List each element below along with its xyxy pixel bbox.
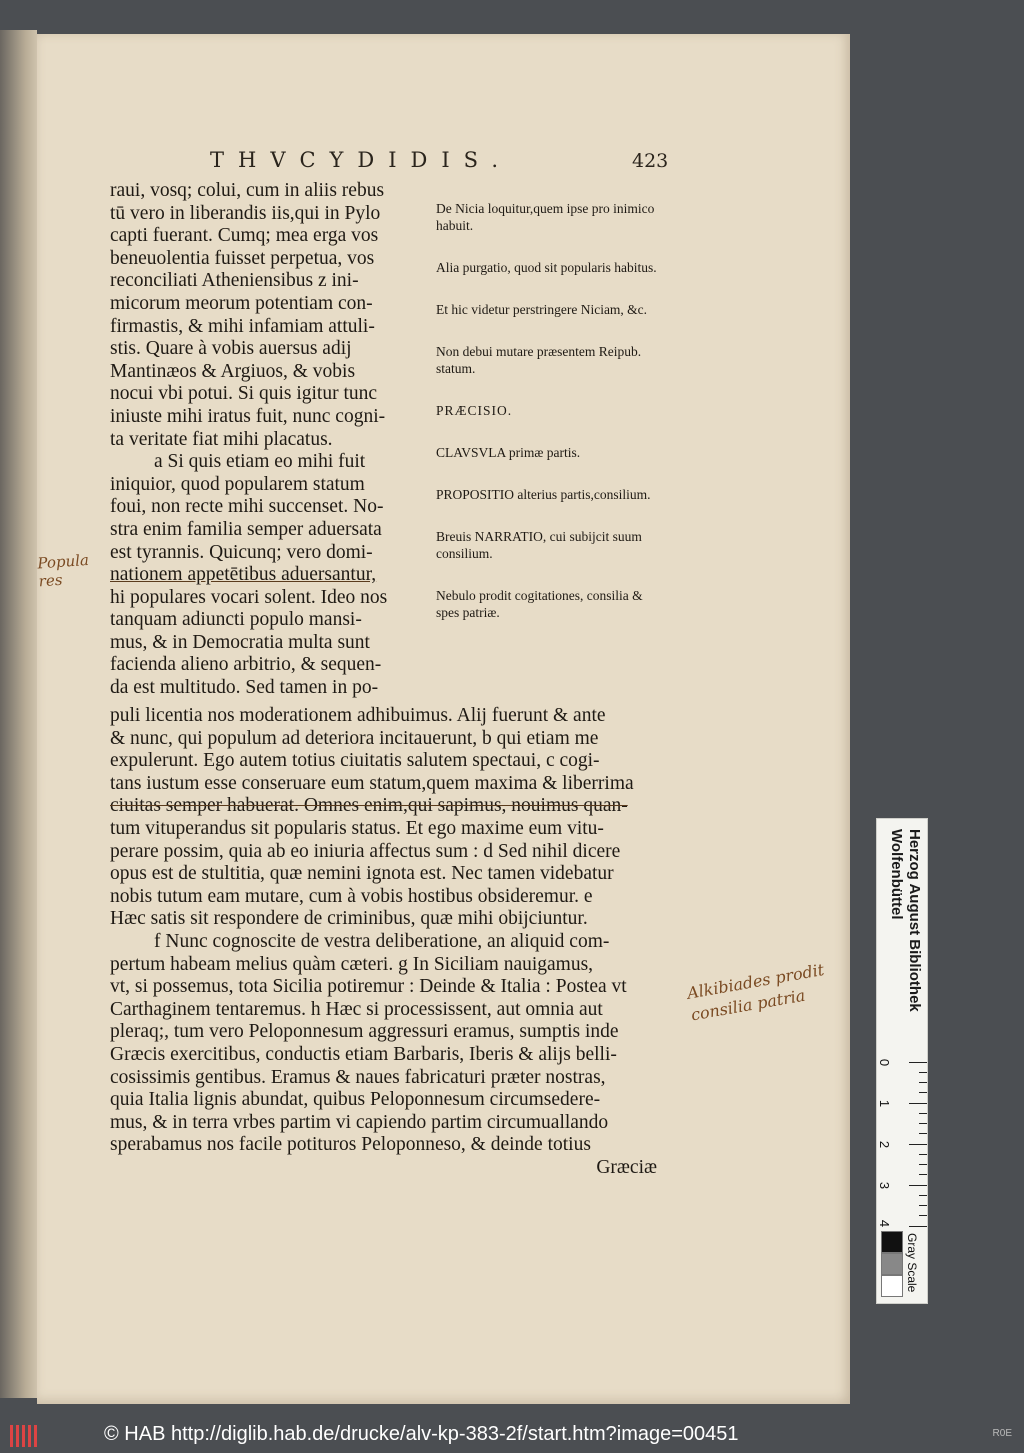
margin-note xyxy=(436,259,661,276)
margin-note-text: PROPOSITIO alterius partis,consilium. xyxy=(436,487,651,502)
margin-note-text: Alia purgatio, quod sit popularis habitus. xyxy=(436,260,657,275)
main-text-column xyxy=(110,180,410,700)
text-line: mus, & in terra vrbes partim vi capiendo partim circumuallando xyxy=(110,1111,609,1133)
text-line: est tyrannis. Quicunq; vero domi- xyxy=(110,541,373,563)
ruler-number: 4 xyxy=(877,1219,893,1228)
text-line: Hæc satis sit respondere de criminibus, quæ mihi obijciuntur. xyxy=(110,908,588,930)
text-line: Græcis exercitibus, conductis etiam Barbaris, Iberis & alijs belli- xyxy=(110,1043,617,1065)
gray-scale-label: Gray Scale xyxy=(905,1233,919,1293)
gray-scale-swatches xyxy=(881,1231,903,1297)
text-line: opus est de stultitia, quæ nemini ignota est. Nec tamen videbatur xyxy=(110,863,614,885)
text-line: Carthaginem tentaremus. h Hæc si processissent, aut omnia aut xyxy=(110,998,603,1020)
margin-note-text: PRÆCISIO. xyxy=(436,403,513,418)
text-line: capti fuerant. Cumq; mea erga vos xyxy=(110,225,379,247)
margin-note xyxy=(436,587,661,621)
footer-bar xyxy=(0,1418,1024,1453)
margin-notes xyxy=(436,200,661,646)
margin-note-text: Nebulo prodit cogitationes, consilia & spes patriæ. xyxy=(436,588,643,620)
catchword: Græciæ xyxy=(596,1156,657,1178)
ruler-number: 2 xyxy=(877,1140,893,1149)
text-line: beneuolentia fuisset perpetua, vos xyxy=(110,247,375,269)
running-title: THVCYDIDIS. xyxy=(210,148,512,172)
text-line: tū vero in liberandis iis,qui in Pylo xyxy=(110,202,381,224)
text-line: ta veritate fiat mihi placatus. xyxy=(110,428,333,450)
margin-note xyxy=(436,528,661,562)
text-line: f Nunc cognoscite de vestra deliberatione, an aliquid com- xyxy=(154,930,610,952)
text-line: perare possim, quia ab eo iniuria affectus sum : d Sed nihil dicere xyxy=(110,840,621,862)
page-number: 423 xyxy=(632,150,669,172)
text-line: hi populares vocari solent. Ideo nos xyxy=(110,586,388,608)
margin-note-text: Et hic videtur perstringere Niciam, &c. xyxy=(436,302,648,317)
text-line: nocui vbi potui. Si quis igitur tunc xyxy=(110,383,378,405)
margin-note xyxy=(436,486,661,503)
text-line: iniuste mihi iratus fuit, nunc cogni- xyxy=(110,405,386,427)
text-line: raui, vosq; colui, cum in aliis rebus xyxy=(110,180,385,201)
text-line: nobis tutum eam mutare, cum à vobis hostibus obsideremur. e xyxy=(110,885,593,907)
text-line: reconciliati Atheniensibus z ini- xyxy=(110,270,359,292)
ruler-number: 0 xyxy=(877,1058,893,1067)
text-line: expulerunt. Ego autem totius ciuitatis salutem spectaui, c cogi- xyxy=(110,750,600,772)
text-line: da est multitudo. Sed tamen in po- xyxy=(110,677,379,699)
text-line: iniquior, quod popularem statum xyxy=(110,473,365,495)
library-name: Herzog August Bibliothek Wolfenbüttel xyxy=(888,829,923,1012)
ruler-ticks xyxy=(901,1062,927,1227)
scale-ruler xyxy=(876,818,928,1304)
margin-note xyxy=(436,301,661,318)
text-line: pertum habeam melius quàm cæteri. g In Siciliam nauigamus, xyxy=(110,953,594,975)
margin-note xyxy=(436,343,661,377)
text-line: nationem appetētibus aduersantur, xyxy=(110,564,377,586)
text-line: tans iustum esse conseruare eum statum,quem maxima & liberrima xyxy=(110,772,634,794)
hab-logo-icon xyxy=(10,1425,42,1447)
ruler-number: 3 xyxy=(877,1181,893,1190)
page-code: R0E xyxy=(992,1428,1012,1439)
full-width-text xyxy=(110,705,657,1179)
text-line: pleraq;, tum vero Peloponnesum aggressuri eramus, sumptis inde xyxy=(110,1021,619,1043)
text-line: sperabamus nos facile potituros Peloponneso, & deinde totius xyxy=(110,1134,591,1156)
text-line: tum vituperandus sit popularis status. Et ego maxime eum vitu- xyxy=(110,817,604,839)
handwritten-note-left: Popula res xyxy=(36,550,90,591)
text-line: vt, si possemus, tota Sicilia potiremur : Deinde & Italia : Postea vt xyxy=(110,976,627,998)
handwritten-note-right: Alkibiades prodit consilia patria xyxy=(685,959,826,1025)
margin-note-text: Non debui mutare præsentem Reipub. statum. xyxy=(436,344,642,376)
text-line: & nunc, qui populum ad deteriora incitauerunt, b qui etiam me xyxy=(110,727,599,749)
text-line: firmastis, & mihi infamiam attuli- xyxy=(110,315,375,337)
text-line: stis. Quare à vobis auersus adij xyxy=(110,338,352,360)
margin-note xyxy=(436,402,661,419)
text-line: facienda alieno arbitrio, & sequen- xyxy=(110,654,382,676)
text-line: ciuitas semper habuerat. Omnes enim,qui sapimus, nouimus quan- xyxy=(110,795,628,817)
text-line: puli licentia nos moderationem adhibuimus. Alij fuerunt & ante xyxy=(110,705,606,726)
text-line: Mantinæos & Argiuos, & vobis xyxy=(110,360,356,382)
text-line: mus, & in Democratia multa sunt xyxy=(110,631,370,653)
margin-note xyxy=(436,444,661,461)
margin-note-text: Breuis NARRATIO, cui subijcit suum consilium. xyxy=(436,529,642,561)
margin-note-text: De Nicia loquitur,quem ipse pro inimico habuit. xyxy=(436,201,655,233)
text-line: stra enim familia semper aduersata xyxy=(110,518,382,540)
ruler-number: 1 xyxy=(877,1099,893,1108)
text-line: quia Italia lignis abundat, quibus Peloponnesum circumsedere- xyxy=(110,1089,601,1111)
facing-page-edge xyxy=(0,30,37,1398)
text-line: a Si quis etiam eo mihi fuit xyxy=(154,451,366,473)
margin-note xyxy=(436,200,661,234)
margin-note-text: CLAVSVLA primæ partis. xyxy=(436,445,581,460)
text-line: cosissimis gentibus. Eramus & naues fabricaturi præter nostras, xyxy=(110,1066,606,1088)
footer-credit-link[interactable]: © HAB http://diglib.hab.de/drucke/alv-kp-383-2f/start.htm?image=00451 xyxy=(104,1423,739,1445)
text-line: tanquam adiuncti populo mansi- xyxy=(110,609,362,631)
text-line: micorum meorum potentiam con- xyxy=(110,292,373,314)
text-line: foui, non recte mihi succenset. No- xyxy=(110,496,384,518)
